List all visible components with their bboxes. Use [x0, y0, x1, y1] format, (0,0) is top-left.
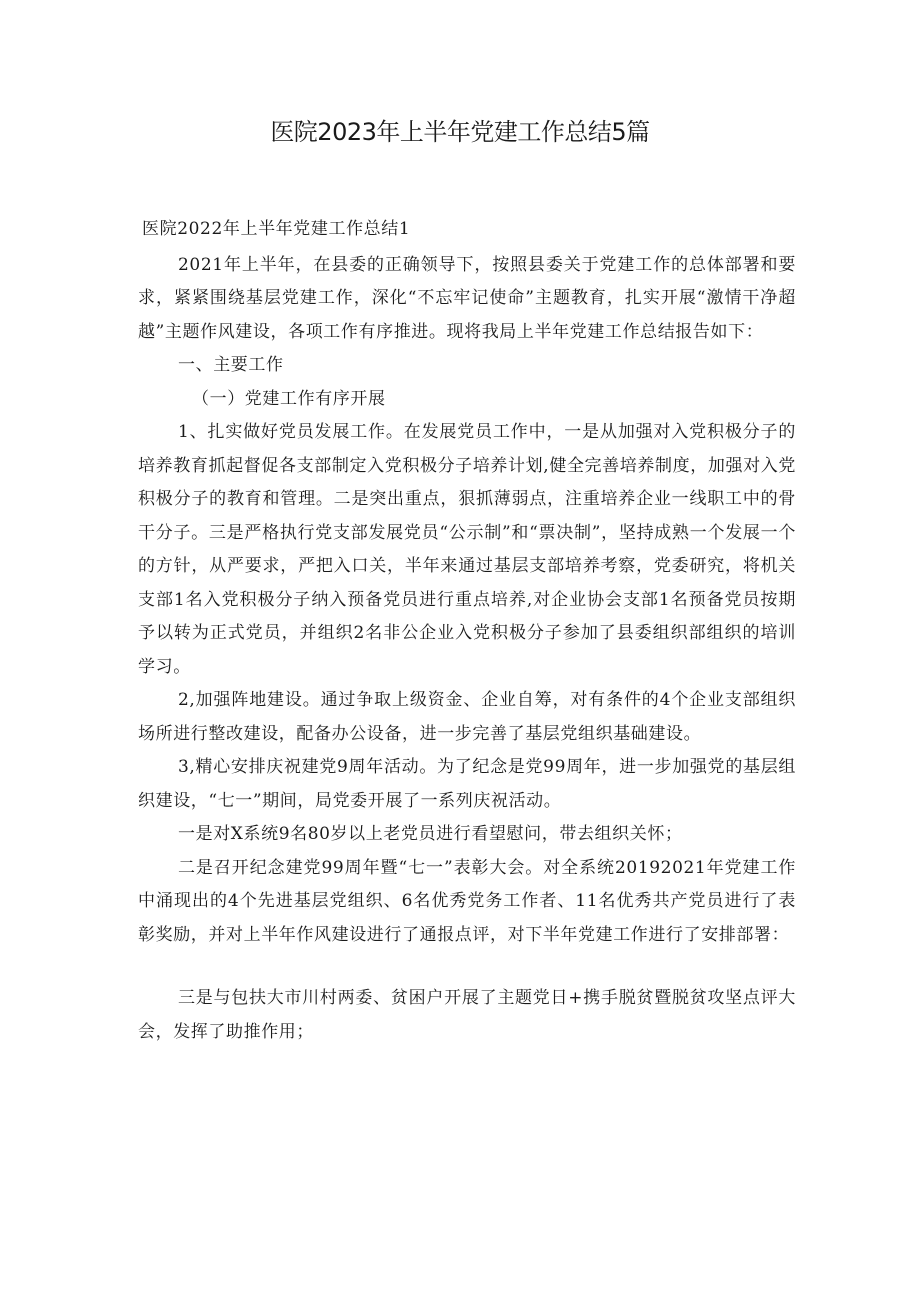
section-subtitle: 医院2022年上半年党建工作总结1 [142, 219, 411, 239]
paragraph-item-two: 二是召开纪念建党99周年暨“七一”表彰大会。对全系统20192021年党建工作中涌现出的4个先进基层党组织、6名优秀党务工作者、11名优秀共产党员进行了表彰奖励，并对上半年作风建设进行了通报点评，对下半年党建工作进行了安排部署： [138, 857, 796, 945]
paragraph-item-three: 三是与包扶大市川村两委、贫困户开展了主题党日+携手脱贫暨脱贫攻坚点评大会，发挥了助推作用； [138, 988, 796, 1042]
paragraph-member-development: 1、扎实做好党员发展工作。在发展党员工作中，一是从加强对入党积极分子的培养教育抓起督促各支部制定入党积极分子培养计划,健全完善培养制度，加强对入党积极分子的教育和管理。二是突出重点，狠抓薄弱点，注重培养企业一线职工中的骨干分子。三是严格执行党支部发展党员“公示制”和“票决制”，坚持成熟一个发展一个的方针，从严要求，严把入口关，半年来通过基层支部培养考察，党委研究，将机关支部1名入党积极分子纳入预备党员进行重点培养,对企业协会支部1名预备党员按期予以转为正式党员，并组织2名非公企业入党积极分子参加了县委组织部组织的培训学习。 [138, 422, 796, 677]
paragraph-intro: 2021年上半年，在县委的正确领导下，按照县委关于党建工作的总体部署和要求，紧紧围绕基层党建工作，深化“不忘牢记使命”主题教育，扎实开展“激情干净超越”主题作风建设，各项工作有序推进。现将我局上半年党建工作总结报告如下： [138, 254, 796, 342]
paragraph-celebration: 3,精心安排庆祝建党9周年活动。为了纪念是党99周年，进一步加强党的基层组织建设，“七一”期间，局党委开展了一系列庆祝活动。 [138, 757, 796, 811]
heading-main-work: 一、主要工作 [178, 355, 284, 375]
document-body [138, 213, 796, 1049]
document-title: 医院2023年上半年党建工作总结5篇 [270, 118, 650, 146]
paragraph-position-building: 2,加强阵地建设。通过争取上级资金、企业自筹，对有条件的4个企业支部组织场所进行整改建设，配备办公设备，进一步完善了基层党组织基础建设。 [138, 690, 796, 744]
heading-party-building: （一）党建工作有序开展 [192, 388, 386, 409]
paragraph-gap [138, 952, 796, 982]
paragraph-item-one: 一是对X系统9名80岁以上老党员进行看望慰问，带去组织关怀； [178, 824, 683, 844]
